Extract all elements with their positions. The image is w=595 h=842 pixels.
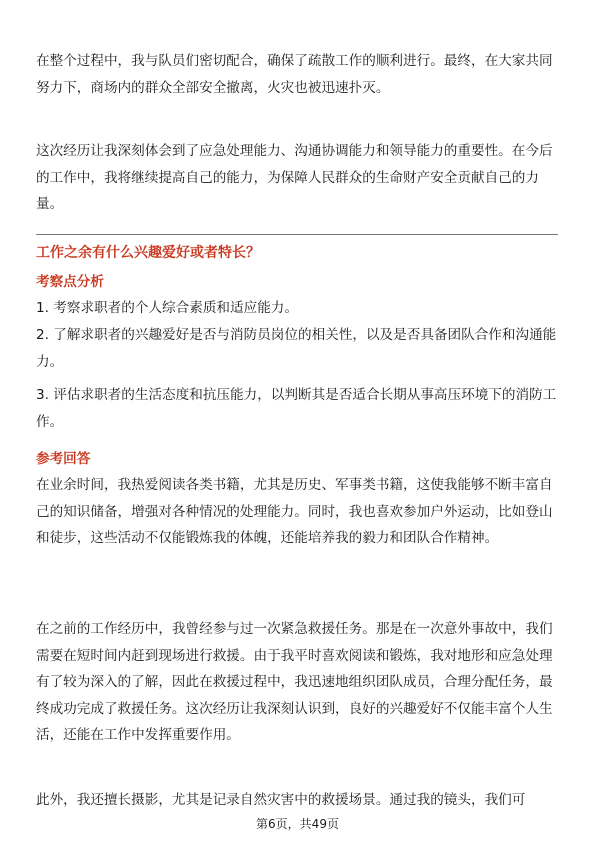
analysis-point: 3. 评估求职者的生活态度和抗压能力，以判断其是否适合长期从事高压环境下的消防工作。 — [36, 387, 557, 430]
document-page — [36, 0, 558, 842]
analysis-point: 1. 考察求职者的个人综合素质和适应能力。 — [36, 300, 298, 316]
question-heading: 工作之余有什么兴趣爱好或者特长？ — [36, 245, 260, 261]
body-paragraph: 这次经历让我深刻体会到了应急处理能力、沟通协调能力和领导能力的重要性。在今后的工作中，我将继续提高自己的能力，为保障人民群众的生命财产安全贡献自己的力量。 — [36, 143, 553, 212]
section-divider — [36, 234, 558, 235]
answer-paragraph: 在之前的工作经历中，我曾经参与过一次紧急救援任务。那是在一次意外事故中，我们需要在短时间内赶到现场进行救援。由于我平时喜欢阅读和锻炼，我对地形和应急处理有了较为深入的了解，因此在救援过程中，我迅速地组织团队成员，合理分配任务，最终成功完成了救援任务。这次经历让我深刻认识到，良好的兴趣爱好不仅能丰富个人生活，还能在工作中发挥重要作用。 — [36, 621, 553, 743]
body-paragraph: 在整个过程中，我与队员们密切配合，确保了疏散工作的顺利进行。最终，在大家共同努力下，商场内的群众全部安全撤离，火灾也被迅速扑灭。 — [36, 53, 553, 96]
page-number: 第6页，共49页 — [256, 817, 339, 831]
analysis-point: 2. 了解求职者的兴趣爱好是否与消防员岗位的相关性，以及是否具备团队合作和沟通能力。 — [36, 327, 557, 370]
analysis-label: 考察点分析 — [36, 274, 104, 290]
answer-paragraph: 此外，我还擅长摄影，尤其是记录自然灾害中的救援场景。通过我的镜头，我们可 — [36, 792, 526, 808]
answer-label: 参考回答 — [36, 451, 91, 467]
answer-paragraph: 在业余时间，我热爱阅读各类书籍，尤其是历史、军事类书籍，这使我能够不断丰富自己的知识储备，增强对各种情况的处理能力。同时，我也喜欢参加户外运动，比如登山和徒步，这些活动不仅能锻炼我的体魄，还能培养我的毅力和团队合作精神。 — [36, 477, 553, 546]
